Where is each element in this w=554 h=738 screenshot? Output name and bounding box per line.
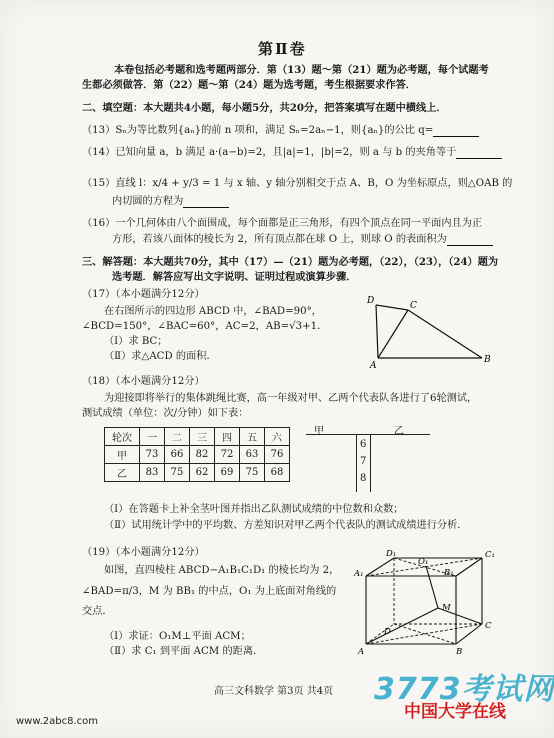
table-header-cell: 轮次 <box>105 428 140 446</box>
watermark-logo: 3773考试网 <box>374 672 554 707</box>
table-cell: 68 <box>265 464 290 482</box>
q19-label-a: A <box>358 647 365 657</box>
q19-title: （19）（本小题满分12分） <box>82 547 205 558</box>
question-16-line-2: 方形，若该八面体的棱长为 2，所有顶点都在球 O 上，则球 O 的表面积为 <box>112 233 493 246</box>
q19-label-b: B <box>456 647 463 657</box>
stem-leaf-plot <box>306 422 430 492</box>
question-14: （14）已知向量 a，b 满足 a·(a−b)=2，且|a|=1，|b|=2，则 a 与 b 的夹角等于 <box>82 146 502 159</box>
q19-label-o1: O₁ <box>418 557 429 567</box>
q17-line-1: 在右图所示的四边形 ABCD 中，∠BAD=90°， <box>104 306 322 317</box>
stem-leaf-left-label: 甲 <box>314 426 324 437</box>
q19-label-m: M <box>442 603 451 613</box>
fill-in-heading: 二、填空题：本大题共4小题，每小题5分，共20分，把答案填写在题中横线上． <box>82 102 447 114</box>
q19-line-3: 交点． <box>82 606 113 617</box>
table-cell: 63 <box>240 446 265 464</box>
q19-prism-figure <box>352 548 502 658</box>
intro-line-1: 本卷包括必考题和选考题两部分．第（13）题～第（21）题为必考题，每个试题考 <box>114 64 489 76</box>
q19-label-d1: D₁ <box>386 549 397 559</box>
q17-label-c: C <box>410 301 417 311</box>
page-footer: 高三文科数学 第3页 共4页 <box>214 686 334 697</box>
table-header-cell: 二 <box>165 428 190 446</box>
stem-leaf-hline <box>306 434 430 435</box>
table-header-cell: 四 <box>215 428 240 446</box>
q17-part-2: （Ⅱ）求△ACD 的面积． <box>104 351 217 362</box>
stem-leaf-vline-right <box>370 434 371 492</box>
table-row <box>105 464 290 482</box>
table-header-cell: 三 <box>190 428 215 446</box>
q18-line-2: 测试成绩（单位：次/分钟）如下表： <box>82 408 249 419</box>
stem-leaf-vline-left <box>356 434 357 492</box>
stem-value: 6 <box>360 439 367 450</box>
table-header-cell: 一 <box>140 428 165 446</box>
watermark-subtitle: 中国大学在线 <box>404 702 506 722</box>
q17-label-b: B <box>484 355 491 365</box>
q19-label-c: C <box>485 621 492 631</box>
q18-part-1: （Ⅰ）在答题卡上补全茎叶图并指出乙队测试成绩的中位数和众数； <box>104 504 404 515</box>
stem-value: 7 <box>360 456 367 467</box>
table-cell: 73 <box>140 446 165 464</box>
site-url: www.2abc8.com <box>16 716 99 727</box>
question-15-line-1: （15）直线 l：x/4 + y/3 = 1 与 x 轴、y 轴分别相交于点 A、B，O 为坐标原点，则△OAB 的 <box>82 178 513 189</box>
q17-line-2: ∠BCD=150°，∠BAC=60°，AC=2，AB=√3+1． <box>82 321 328 332</box>
q19-label-d: D <box>384 627 391 637</box>
question-15-line-2: 内切圆的方程为 <box>112 195 229 208</box>
table-cell: 66 <box>165 446 190 464</box>
q18-line-1: 为迎接即将举行的集体跳绳比赛，高一年级对甲、乙两个代表队各进行了6轮测试， <box>104 393 478 404</box>
table-row <box>105 446 290 464</box>
table-header-cell: 六 <box>265 428 290 446</box>
table-cell: 82 <box>190 446 215 464</box>
table-cell: 83 <box>140 464 165 482</box>
table-cell: 甲 <box>105 446 140 464</box>
page-title: 第Ⅱ卷 <box>258 40 307 58</box>
table-cell: 75 <box>240 464 265 482</box>
q17-quadrilateral-figure <box>360 290 500 370</box>
q19-label-c1: C₁ <box>485 550 495 560</box>
table-header-cell: 五 <box>240 428 265 446</box>
stem-leaf-right-label: 乙 <box>394 426 404 437</box>
table-cell: 75 <box>165 464 190 482</box>
q18-title: （18）（本小题满分12分） <box>82 376 205 387</box>
q17-title: （17）（本小题满分12分） <box>82 289 205 300</box>
q17-label-d: D <box>367 296 375 306</box>
table-cell: 72 <box>215 446 240 464</box>
q19-part-2: （Ⅱ）求 C₁ 到平面 ACM 的距离． <box>104 646 264 657</box>
solve-heading-1: 三、解答题：本大题共70分，其中（17）—（21）题为必考题，（22），（23），（24）题为 <box>82 256 499 268</box>
table-cell: 62 <box>190 464 215 482</box>
q19-line-2: ∠BAD=π/3，M 为 BB₁ 的中点，O₁ 为上底面对角线的 <box>82 586 337 597</box>
table-cell: 76 <box>265 446 290 464</box>
stem-value: 8 <box>360 473 367 484</box>
q19-part-1: （Ⅰ）求证：O₁M⊥平面 ACM； <box>104 631 251 642</box>
intro-line-2: 生都必须做答．第（22）题～第（24）题为选考题，考生根据要求作答． <box>82 79 416 91</box>
table-cell: 69 <box>215 464 240 482</box>
question-13: （13）Sₙ为等比数列{aₙ}的前 n 项和，满足 Sₙ=2aₙ−1，则{aₙ}的公比 q= <box>82 124 479 137</box>
score-table-header-row <box>105 428 290 446</box>
table-cell: 乙 <box>105 464 140 482</box>
q17-label-a: A <box>370 361 377 371</box>
q17-part-1: （Ⅰ）求 BC； <box>104 336 168 347</box>
question-16-line-1: （16）一个几何体由八个面围成，每个面都是正三角形，有四个顶点在同一平面内且为正 <box>82 218 483 229</box>
q19-label-a1: A₁ <box>354 569 364 579</box>
q18-part-2: （Ⅱ）试用统计学中的平均数、方差知识对甲乙两个代表队的测试成绩进行分析． <box>104 520 468 531</box>
solve-heading-2: 选考题．解答应写出文字说明、证明过程或演算步骤． <box>112 271 357 283</box>
q19-line-1: 如图，直四棱柱 ABCD−A₁B₁C₁D₁ 的棱长均为 2， <box>104 565 340 576</box>
score-table <box>104 427 290 482</box>
q19-label-b1: B₁ <box>444 568 454 578</box>
